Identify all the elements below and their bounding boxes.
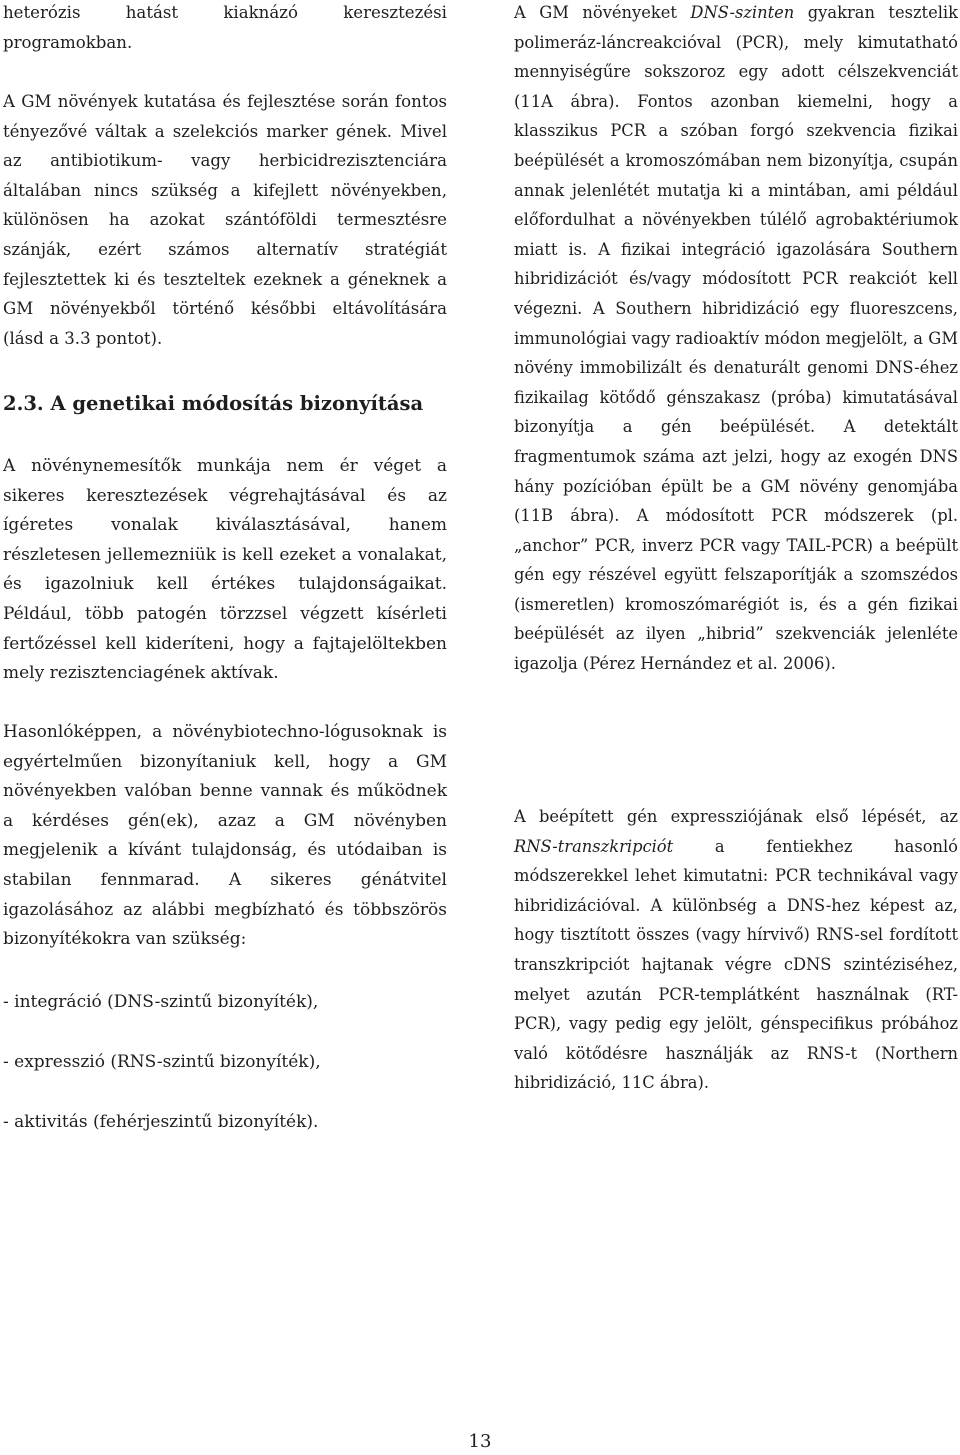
dna-paragraph-start: A GM növényeket <box>514 3 691 22</box>
rna-transcription-term: RNS-transzkripciót <box>514 836 674 856</box>
intro-continuation-paragraph: heterózis hatást kiaknázó keresztezési programokban. <box>3 3 447 52</box>
list-item-expression: - expresszió (RNS-szintű bizonyíték), <box>3 1052 321 1072</box>
rna-paragraph-start: A beépített gén expressziójának első lépését, az <box>514 807 958 826</box>
dna-level-term: DNS-szinten <box>690 3 795 22</box>
rna-level-paragraph <box>514 802 958 1098</box>
breeders-paragraph: A növénynemesítők munkája nem ér véget a sikeres keresztezések végrehajtásával és az ígéretes vonalak kiválasztásával, hanem részletesen jellemezniük is kell ezeket a vonalakat, és igazolniuk kell értékes tulajdonságaikat. Például, több patogén törzzsel végzett kísérleti fertőzéssel kell kideríteni, hogy a fajtajelöltekben mely rezisztenciagének aktívak. <box>3 456 447 684</box>
page-number: 13 <box>468 1431 492 1452</box>
list-item-activity: - aktivitás (fehérjeszintű bizonyíték). <box>3 1112 319 1132</box>
dna-level-paragraph <box>514 0 958 679</box>
rna-paragraph-rest: a fentiekhez hasonló módszerekkel lehet kimutatni: PCR technikával vagy hibridizációval. A különbség a DNS-hez képest az, hogy tisztított összes (vagy hírvivő) RNS-sel fordított transzkripciót hajtanak végre cDNS szintéziséhez, melyet azután PCR-templátként használnak (RT-PCR), vagy pedig egy jelölt, génspecifikus próbához való kötődésre használják az RNS-t (Northern hibridizáció, 11C ábra). <box>514 836 958 1093</box>
biotech-paragraph: Hasonlóképpen, a növénybiotechno-lógusoknak is egyértelműen bizonyítaniuk kell, hogy a GM növényekben valóban benne vannak és működnek a kérdéses gén(ek), azaz a GM növényben megjelenik a kívánt tulajdonság, és utódaiban is stabilan fennmarad. A sikeres génátvitel igazolásához az alábbi megbízható és többszörös bizonyítékokra van szükség: <box>3 722 447 950</box>
section-heading: 2.3. A genetikai módosítás bizonyítása <box>3 392 424 415</box>
marker-genes-paragraph: A GM növények kutatása és fejlesztése során fontos tényezővé váltak a szelekciós marker gének. Mivel az antibiotikum- vagy herbicidrezisztenciára általában nincs szükség a kifejlett növényekben, különösen ha azokat szántóföldi termesztésre szánják, ezért számos alternatív stratégiát fejlesztettek ki és teszteltek ezeknek a géneknek a GM növényekből történő későbbi eltávolítására (lásd a 3.3 pontot). <box>3 92 447 348</box>
dna-paragraph-rest: gyakran tesztelik polimeráz-láncreakcióval (PCR), mely kimutatható mennyiségűre sokszoroz egy adott célszekvenciát (11A ábra). Fontos azonban kiemelni, hogy a klasszikus PCR a szóban forgó szekvencia fizikai beépülését a kromoszómában nem bizonyítja, csupán annak jelenlétét mutatja ki a mintában, ami például előfordulhat a növényekben túlélő agrobaktériumok miatt is. A fizikai integráció igazolására Southern hibridizációt és/vagy módosított PCR reakciót kell végezni. A Southern hibridizáció egy fluoreszcens, immunológiai vagy radioaktív módon megjelölt, a GM növény immobilizált és denaturált genomi DNS-éhez fizikailag kötődő génszakasz (próba) kimutatásával bizonyítja a gén beépülését. A detektált fragmentumok száma azt jelzi, hogy az exogén DNS hány pozícióban épült be a GM növény genomjába (11B ábra). A módosított PCR módszerek (pl. „anchor” PCR, inverz PCR vagy TAIL-PCR) a beépült gén egy részével együtt felszaporítják a szomszédos (ismeretlen) kromoszómarégiót is, és a gén fizikai beépülését az ilyen „hibrid” szekvenciák jelenléte igazolja (Pérez Hernández et al. 2006). <box>514 3 958 674</box>
list-item-integration: - integráció (DNS-szintű bizonyíték), <box>3 992 319 1012</box>
